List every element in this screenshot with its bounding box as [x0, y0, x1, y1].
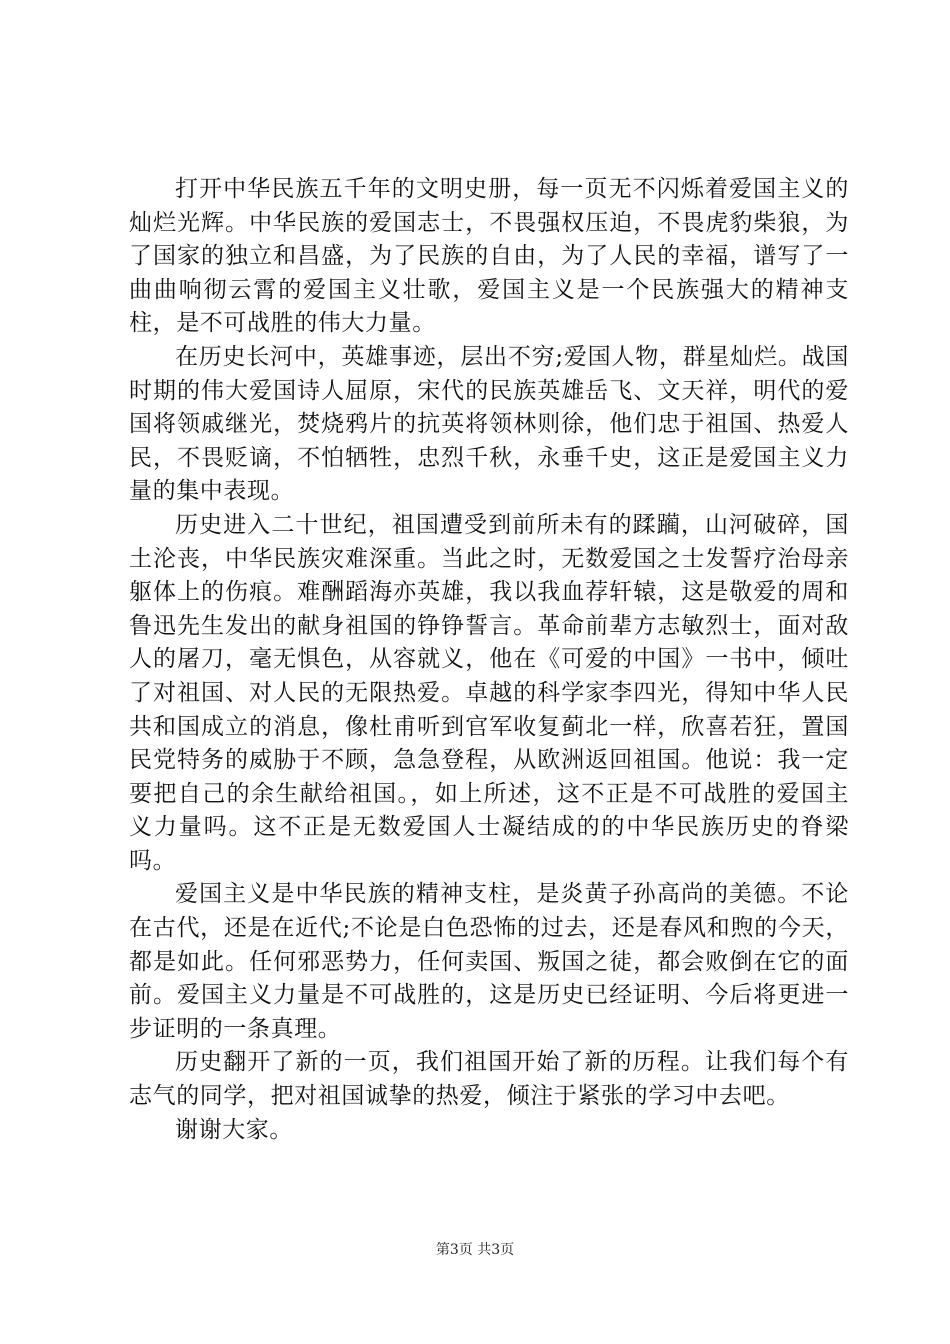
paragraph-4: 爱国主义是中华民族的精神支柱，是炎黄子孙高尚的美德。不论在古代，还是在近代;不论是白色恐怖的过去，还是春风和煦的今天，都是如此。任何邪恶势力，任何卖国、叛国之徒，都会败倒在它的面前。爱国主义力量是不可战胜的，这是历史已经证明、今后将更进一步证明的一条真理。	[129, 881, 849, 1042]
paragraph-3: 历史进入二十世纪，祖国遭受到前所未有的蹂躏，山河破碎，国土沦丧，中华民族灾难深重。当此之时，无数爱国之士发誓疗治母亲躯体上的伤痕。难酬蹈海亦英雄，我以我血荐轩辕，这是敬爱的周和鲁迅先生发出的献身祖国的铮铮誓言。革命前辈方志敏烈士，面对敌人的屠刀，毫无惧色，从容就义，他在《可爱的中国》一书中，倾吐了对祖国、对人民的无限热爱。卓越的科学家李四光，得知中华人民共和国成立的消息，像杜甫听到官军收复蓟北一样，欣喜若狂，置国民党特务的威胁于不顾，急急登程，从欧洲返回祖国。他说：我一定要把自己的余生献给祖国。，如上所述，这不正是不可战胜的爱国主义力量吗。这不正是无数爱国人士凝结成的的中华民族历史的脊梁吗。	[129, 511, 849, 874]
paragraph-6: 谢谢大家。	[175, 1116, 293, 1143]
paragraph-2: 在历史长河中，英雄事迹，层出不穷;爱国人物，群星灿烂。战国时期的伟大爱国诗人屈原，宋代的民族英雄岳飞、文天祥，明代的爱国将领戚继光，焚烧鸦片的抗英将领林则徐，他们忠于祖国、热爱人民，不畏贬谪，不怕牺牲，忠烈千秋，永垂千史，这正是爱国主义力量的集中表现。	[129, 343, 849, 505]
paragraph-5: 历史翻开了新的一页，我们祖国开始了新的历程。让我们每个有志气的同学，把对祖国诚挚的热爱，倾注于紧张的学习中去吧。	[129, 1049, 849, 1110]
paragraph-1: 打开中华民族五千年的文明史册，每一页无不闪烁着爱国主义的灿烂光辉。中华民族的爱国志士，不畏强权压迫，不畏虎豹柴狼，为了国家的独立和昌盛，为了民族的自由，为了人民的幸福，谱写了一曲曲响彻云霄的爱国主义壮歌，爱国主义是一个民族强大的精神支柱，是不可战胜的伟大力量。	[129, 176, 849, 337]
page-footer: 第3页 共3页	[435, 1242, 515, 1258]
document-body	[129, 173, 849, 1147]
